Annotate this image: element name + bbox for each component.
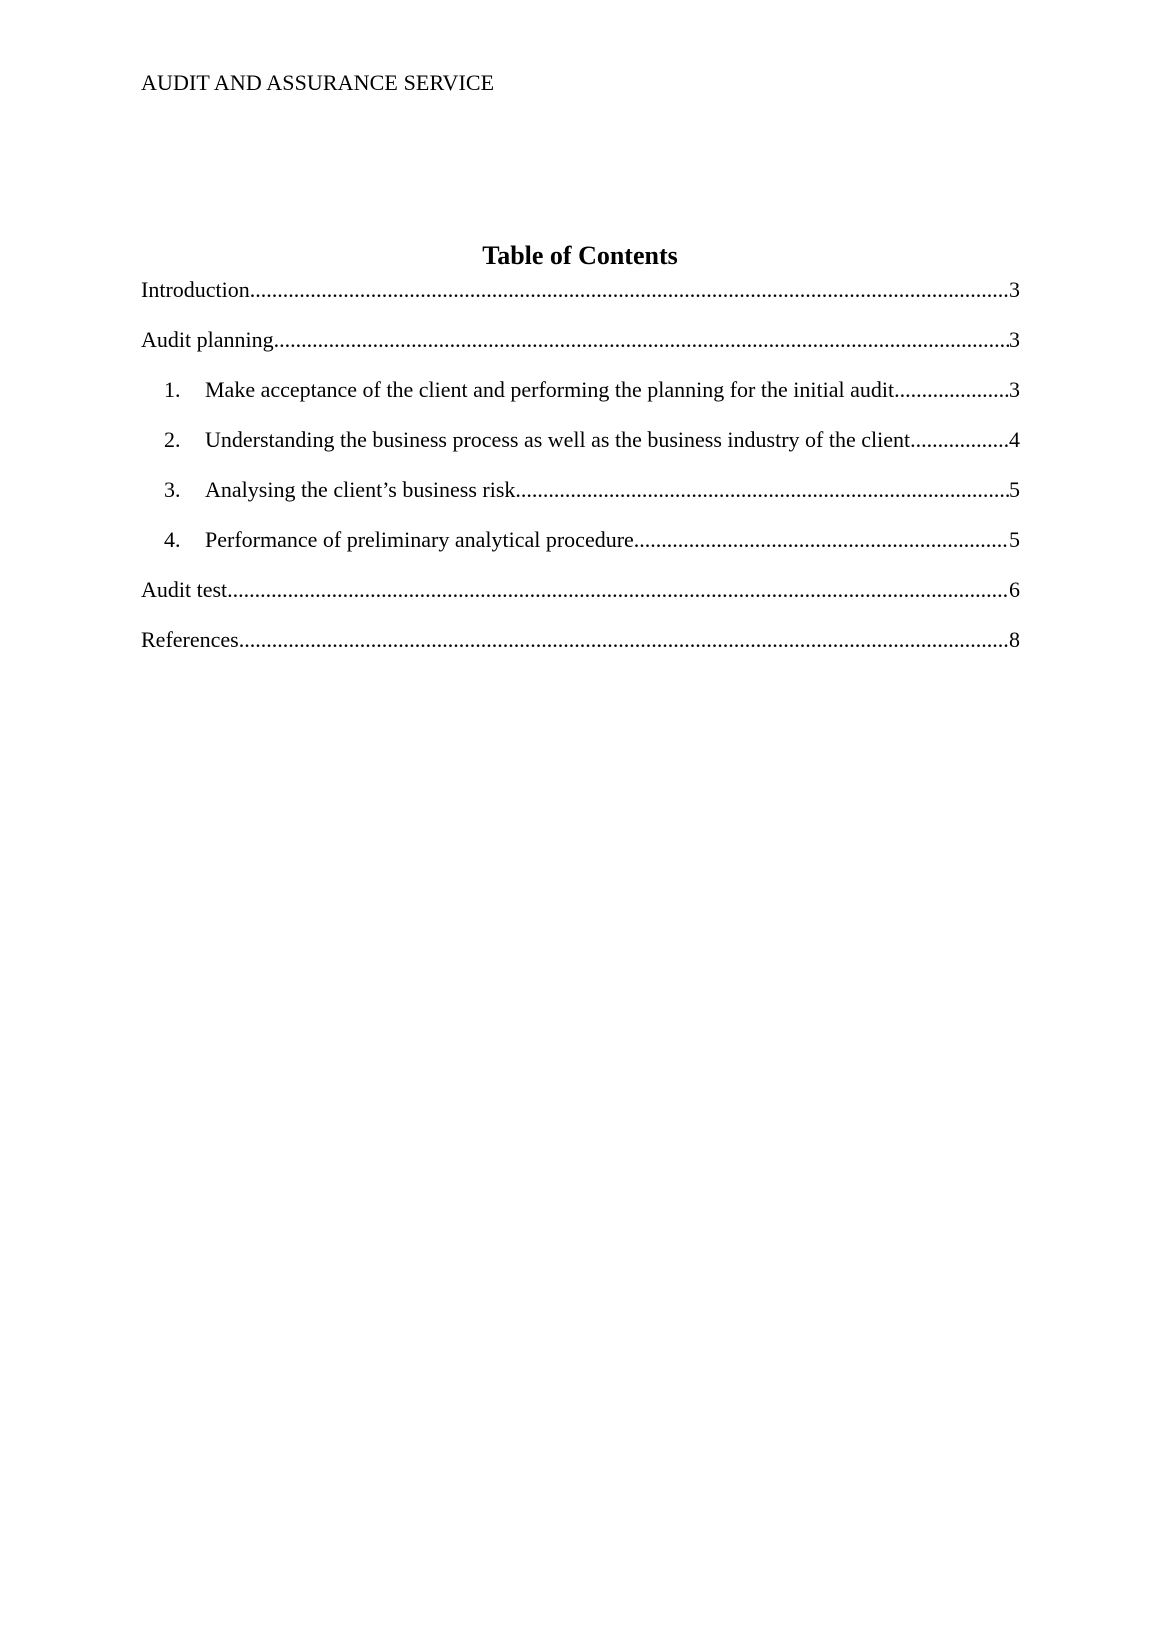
toc-entry-label: Audit planning — [141, 327, 274, 352]
toc-entry-label: References — [141, 627, 239, 652]
toc-leader-dots — [250, 277, 1009, 303]
toc-entry-label: Understanding the business process as well as the business industry of the client — [205, 427, 911, 452]
toc-entry-introduction[interactable] — [141, 277, 1020, 327]
toc-entry-label: Make acceptance of the client and performing the planning for the initial audit — [205, 377, 895, 402]
toc-page-number: 3 — [1009, 277, 1020, 302]
toc-page-number: 5 — [1009, 477, 1020, 502]
toc-leader-dots — [274, 327, 1009, 353]
toc-entry-business-process[interactable] — [141, 427, 1020, 477]
toc-page-number: 3 — [1009, 327, 1020, 352]
toc-entry-number: 3. — [164, 477, 181, 502]
toc-entry-number: 2. — [164, 427, 181, 452]
toc-entry-label: Analysing the client’s business risk — [205, 477, 516, 502]
toc-page-number: 6 — [1009, 577, 1020, 602]
toc-entry-number: 4. — [164, 527, 181, 552]
toc-leader-dots — [910, 427, 1009, 453]
toc-leader-dots — [227, 577, 1009, 603]
toc-entry-analytical-procedure[interactable] — [141, 527, 1020, 577]
toc-entry-label: Performance of preliminary analytical procedure — [205, 527, 634, 552]
toc-entry-label: Audit test — [141, 577, 228, 602]
toc-page-number: 4 — [1009, 427, 1020, 452]
toc-list — [141, 277, 1020, 677]
toc-entry-number: 1. — [164, 377, 181, 402]
toc-leader-dots — [515, 477, 1009, 503]
toc-leader-dots — [894, 377, 1009, 403]
toc-page-number: 5 — [1009, 527, 1020, 552]
toc-entry-client-acceptance[interactable] — [141, 377, 1020, 427]
toc-entry-label: Introduction — [141, 277, 250, 302]
toc-page-number: 3 — [1009, 377, 1020, 402]
toc-entry-audit-planning[interactable] — [141, 327, 1020, 377]
toc-title: Table of Contents — [482, 241, 678, 270]
running-header: AUDIT AND ASSURANCE SERVICE — [141, 70, 495, 95]
toc-leader-dots — [634, 527, 1009, 553]
toc-entry-business-risk[interactable] — [141, 477, 1020, 527]
toc-page-number: 8 — [1009, 627, 1020, 652]
toc-leader-dots — [239, 627, 1009, 653]
toc-entry-references[interactable] — [141, 627, 1020, 677]
toc-entry-audit-test[interactable] — [141, 577, 1020, 627]
